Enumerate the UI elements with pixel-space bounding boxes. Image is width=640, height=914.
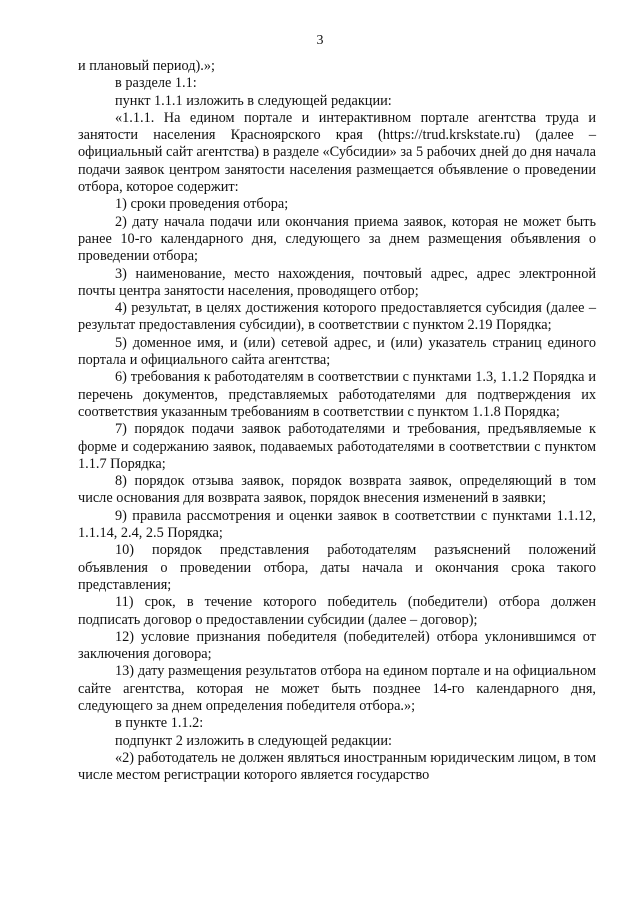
list-item-4: 4) результат, в целях достижения которого предоставляется субсидия (далее – результат предоставления субсидии), в соответствии с пунктом 2.19 Порядка; xyxy=(78,300,596,334)
paragraph-period-ending: и плановый период).»; xyxy=(78,58,216,74)
paragraph-item-1-1-1-text: «1.1.1. На едином портале и интерактивном портале агентства труда и занятости населения Красноярского края (https://trud.krskstate.ru) (далее – официальный сайт агентства) в разделе «Субсидии» за 5 рабочих дней до дня начала подачи заявок центром занятости населения размещается объявление о проведении отбора, которое содержит: xyxy=(78,109,596,196)
paragraph-item-1-1-2: в пункте 1.1.2: xyxy=(115,715,204,732)
list-item-5: 5) доменное имя, и (или) сетевой адрес, и (или) указатель страниц единого портала и официального сайта агентства; xyxy=(78,334,596,369)
paragraph-subitem-2-text: «2) работодатель не должен являться иностранным юридическим лицом, в том числе местом регистрации которого является государство xyxy=(78,749,596,784)
page-number: 3 xyxy=(316,33,324,48)
paragraph-item-1-1-1-intro: пункт 1.1.1 изложить в следующей редакции: xyxy=(115,92,392,109)
list-item-9: 9) правила рассмотрения и оценки заявок в соответствии с пунктами 1.1.12, 1.1.14, 2.4, 2.5 Порядка; xyxy=(78,507,596,542)
list-item-8: 8) порядок отзыва заявок, порядок возврата заявок, определяющий в том числе основания для возврата заявок, порядок внесения изменений в заявки; xyxy=(78,473,596,507)
list-item-13: 13) дату размещения результатов отбора на едином портале и на официальном сайте агентства, которая не может быть позднее 14-го календарного дня, следующего за днем определения победителя отбора.»; xyxy=(78,663,596,714)
list-item-1: 1) сроки проведения отбора; xyxy=(115,196,289,213)
paragraph-subitem-2-intro: подпункт 2 изложить в следующей редакции: xyxy=(115,732,392,749)
list-item-12: 12) условие признания победителя (победителей) отбора уклонившимся от заключения договора; xyxy=(78,628,596,663)
list-item-3: 3) наименование, место нахождения, почтовый адрес, адрес электронной почты центра занятости населения, проводящего отбор; xyxy=(78,265,596,299)
list-item-10: 10) порядок представления работодателям разъяснений положений объявления о проведении отбора, даты начала и окончания срока такого представления; xyxy=(78,542,596,593)
document-body xyxy=(78,58,596,784)
paragraph-section-1-1: в разделе 1.1: xyxy=(115,75,197,92)
list-item-7: 7) порядок подачи заявок работодателями и требования, предъявляемые к форме и содержанию заявок, подаваемых работодателями в соответствии с пунктом 1.1.7 Порядка; xyxy=(78,421,596,472)
list-item-11: 11) срок, в течение которого победитель (победители) отбора должен подписать договор о предоставлении субсидии (далее – договор); xyxy=(78,594,596,628)
list-item-6: 6) требования к работодателям в соответствии с пунктами 1.3, 1.1.2 Порядка и перечень документов, представляемых работодателями для подтверждения их соответствия указанным требованиям в соответствии с пунктом 1.1.8 Порядка; xyxy=(78,369,596,420)
list-item-2: 2) дату начала подачи или окончания приема заявок, которая не может быть ранее 10-го календарного дня, следующего за днем размещения объявления о проведении отбора; xyxy=(78,213,596,265)
